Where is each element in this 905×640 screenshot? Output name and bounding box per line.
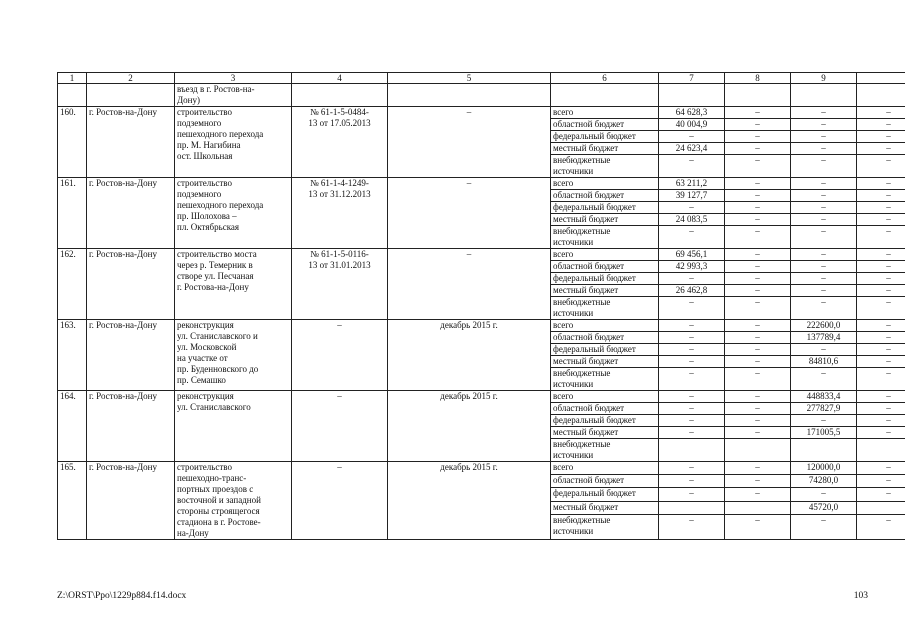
amount-cell: – <box>857 119 905 131</box>
document-line: – <box>337 320 342 330</box>
funding-source: внебюджетные источники <box>551 226 659 249</box>
column-number: 6 <box>551 73 659 84</box>
amount-cell: – <box>857 403 905 415</box>
amount-cell: – <box>725 462 791 475</box>
amount-cell: – <box>725 285 791 297</box>
funding-source: областной бюджет <box>551 261 659 273</box>
object-line: пр. М. Нагибина <box>177 140 241 150</box>
amount-cell <box>725 439 791 462</box>
object-line: реконструкция <box>177 320 234 330</box>
amount-cell: – <box>791 202 857 214</box>
column-number-row <box>58 73 905 84</box>
amount-cell: – <box>725 261 791 273</box>
amount-cell: 24 083,5 <box>659 214 725 226</box>
amount-cell: – <box>725 427 791 439</box>
amount-cell: – <box>857 249 905 261</box>
amount-cell: – <box>725 190 791 202</box>
funding-source: областной бюджет <box>551 190 659 202</box>
amount-cell: – <box>791 261 857 273</box>
funding-source: внебюджетные источники <box>551 439 659 462</box>
amount-cell: 277827,9 <box>791 403 857 415</box>
funding-source: внебюджетные источники <box>551 368 659 391</box>
city-cell: г. Ростов-на-Дону <box>87 107 175 178</box>
column-number: 1 <box>58 73 87 84</box>
funding-source: местный бюджет <box>551 427 659 439</box>
funding-source: местный бюджет <box>551 285 659 297</box>
object-cell <box>175 84 292 107</box>
object-line: пр. Семашко <box>177 375 226 385</box>
amount-cell: – <box>791 178 857 190</box>
column-number: 4 <box>292 73 388 84</box>
funding-source: местный бюджет <box>551 501 659 514</box>
document-line: 13 от 17.05.2013 <box>308 118 371 128</box>
amount-cell: – <box>791 107 857 119</box>
amount-cell: – <box>857 107 905 119</box>
amount-cell: – <box>857 475 905 488</box>
funding-source: всего <box>551 391 659 403</box>
object-line: восточной и западной <box>177 495 261 505</box>
object-line: ул. Станиславского и <box>177 331 258 341</box>
amount-cell: 24 623,4 <box>659 143 725 155</box>
funding-source: областной бюджет <box>551 475 659 488</box>
object-line: на-Дону <box>177 528 209 538</box>
amount-cell: – <box>857 155 905 178</box>
object-line: въезд в г. Ростов-на- <box>177 84 255 94</box>
amount-cell: 84810,6 <box>791 356 857 368</box>
amount-cell: – <box>725 344 791 356</box>
page-number: 103 <box>853 591 868 601</box>
file-path: Z:\ORST\Ppo\1229p884.f14.docx <box>57 591 187 601</box>
funding-source: всего <box>551 320 659 332</box>
object-cell <box>175 462 292 540</box>
amount-cell: – <box>659 415 725 427</box>
amount-cell: – <box>725 202 791 214</box>
document-cell <box>292 178 388 249</box>
funding-source: федеральный бюджет <box>551 415 659 427</box>
funding-source: федеральный бюджет <box>551 488 659 501</box>
amount-cell: – <box>725 214 791 226</box>
amount-cell: – <box>725 119 791 131</box>
object-cell <box>175 320 292 391</box>
amount-cell: 40 004,9 <box>659 119 725 131</box>
amount-cell: – <box>725 391 791 403</box>
amount-cell: – <box>659 320 725 332</box>
table-row <box>58 178 905 190</box>
document-line: – <box>337 462 342 472</box>
amount-cell: – <box>725 475 791 488</box>
amount-cell: – <box>659 427 725 439</box>
document-line: – <box>337 391 342 401</box>
object-line: через р. Темерник в <box>177 260 253 270</box>
amount-cell: 45720,0 <box>791 501 857 514</box>
object-cell <box>175 249 292 320</box>
amount-cell: – <box>791 131 857 143</box>
entry-number: 160. <box>58 107 87 178</box>
funding-source: внебюджетные источники <box>551 297 659 320</box>
funding-source: местный бюджет <box>551 143 659 155</box>
city-cell: г. Ростов-на-Дону <box>87 462 175 540</box>
amount-cell: – <box>791 514 857 539</box>
amount-cell: – <box>857 226 905 249</box>
amount-cell: – <box>791 226 857 249</box>
amount-cell: – <box>857 462 905 475</box>
amount-cell: – <box>857 202 905 214</box>
funding-source: областной бюджет <box>551 332 659 344</box>
amount-cell: 448833,4 <box>791 391 857 403</box>
entry-number: 161. <box>58 178 87 249</box>
funding-source: внебюджетные источники <box>551 155 659 178</box>
object-line: реконструкция <box>177 391 234 401</box>
object-line: Дону) <box>177 95 200 105</box>
amount-cell: – <box>659 332 725 344</box>
amount-cell: – <box>725 356 791 368</box>
amount-cell: – <box>659 202 725 214</box>
amount-cell <box>791 439 857 462</box>
funding-source: всего <box>551 249 659 261</box>
document-line: № 61-1-4-1249- <box>310 178 369 188</box>
amount-cell: – <box>659 155 725 178</box>
table-row <box>58 249 905 261</box>
object-line: пр. Буденновского до <box>177 364 259 374</box>
amount-cell: – <box>725 368 791 391</box>
amount-cell: – <box>659 226 725 249</box>
amount-cell: – <box>791 488 857 501</box>
amount-cell: 74280,0 <box>791 475 857 488</box>
amount-cell: – <box>659 368 725 391</box>
amount-cell: – <box>659 297 725 320</box>
object-line: портных проездов с <box>177 484 254 494</box>
amount-cell: – <box>857 273 905 285</box>
amount-cell: – <box>857 415 905 427</box>
amount-cell: – <box>659 391 725 403</box>
date-cell: декабрь 2015 г. <box>388 462 551 540</box>
object-line: пл. Октябрьская <box>177 222 240 232</box>
amount-cell: – <box>857 514 905 539</box>
document-cell <box>292 320 388 391</box>
object-line: ост. Школьная <box>177 151 233 161</box>
column-number: 2 <box>87 73 175 84</box>
amount-cell: – <box>725 178 791 190</box>
column-number: 5 <box>388 73 551 84</box>
date-cell: – <box>388 107 551 178</box>
funding-source: всего <box>551 462 659 475</box>
amount-cell: 69 456,1 <box>659 249 725 261</box>
amount-cell: – <box>857 131 905 143</box>
amount-cell: – <box>791 119 857 131</box>
amount-cell: – <box>725 249 791 261</box>
amount-cell: – <box>857 297 905 320</box>
amount-cell <box>857 439 905 462</box>
object-line: ул. Московской <box>177 342 237 352</box>
amount-cell: 222600,0 <box>791 320 857 332</box>
funding-source: местный бюджет <box>551 356 659 368</box>
amount-cell: – <box>725 403 791 415</box>
funding-source: местный бюджет <box>551 214 659 226</box>
entry-number: 162. <box>58 249 87 320</box>
amount-cell: – <box>659 344 725 356</box>
amount-cell: – <box>725 143 791 155</box>
amount-cell: 63 211,2 <box>659 178 725 190</box>
amount-cell: – <box>857 391 905 403</box>
object-line: подземного <box>177 189 222 199</box>
funding-source: внебюджетные источники <box>551 514 659 539</box>
funding-source: федеральный бюджет <box>551 202 659 214</box>
funding-source: федеральный бюджет <box>551 131 659 143</box>
amount-cell: – <box>857 320 905 332</box>
object-line: ул. Станиславского <box>177 402 251 412</box>
document-line: 13 от 31.12.2013 <box>308 189 371 199</box>
document-cell <box>292 107 388 178</box>
amount-cell: – <box>791 285 857 297</box>
table-row <box>58 320 905 332</box>
amount-cell: – <box>659 356 725 368</box>
amount-cell: – <box>725 273 791 285</box>
amount-cell: – <box>725 297 791 320</box>
amount-cell: – <box>857 427 905 439</box>
table-row <box>58 462 905 475</box>
entry-number: 165. <box>58 462 87 540</box>
amount-cell: – <box>791 214 857 226</box>
amount-cell: – <box>857 214 905 226</box>
funding-source: федеральный бюджет <box>551 273 659 285</box>
amount-cell: – <box>725 226 791 249</box>
table-row <box>58 107 905 119</box>
funding-source: областной бюджет <box>551 403 659 415</box>
amount-cell: – <box>791 344 857 356</box>
amount-cell: – <box>857 488 905 501</box>
object-line: стороны строящегося <box>177 506 260 516</box>
amount-cell: – <box>725 107 791 119</box>
amount-cell: – <box>725 514 791 539</box>
budget-table <box>57 72 905 540</box>
object-line: створе ул. Песчаная <box>177 271 254 281</box>
date-cell: – <box>388 249 551 320</box>
continuation-row <box>58 84 905 107</box>
object-cell <box>175 178 292 249</box>
amount-cell: – <box>659 131 725 143</box>
amount-cell: – <box>659 403 725 415</box>
object-cell <box>175 107 292 178</box>
amount-cell: – <box>725 332 791 344</box>
amount-cell: – <box>791 190 857 202</box>
city-cell: г. Ростов-на-Дону <box>87 391 175 462</box>
city-cell: г. Ростов-на-Дону <box>87 320 175 391</box>
amount-cell: – <box>659 514 725 539</box>
funding-source: федеральный бюджет <box>551 344 659 356</box>
entry-number: 163. <box>58 320 87 391</box>
amount-cell: 171005,5 <box>791 427 857 439</box>
document-line: № 61-1-5-0484- <box>310 107 369 117</box>
amount-cell: – <box>659 273 725 285</box>
object-line: пр. Шолохова – <box>177 211 237 221</box>
amount-cell: – <box>725 415 791 427</box>
amount-cell: – <box>857 261 905 273</box>
document-line: 13 от 31.01.2013 <box>308 260 371 270</box>
object-line: подземного <box>177 118 222 128</box>
amount-cell: – <box>659 488 725 501</box>
amount-cell: – <box>857 190 905 202</box>
object-line: строительство <box>177 107 232 117</box>
amount-cell: 120000,0 <box>791 462 857 475</box>
amount-cell: – <box>659 475 725 488</box>
funding-source: всего <box>551 107 659 119</box>
amount-cell: – <box>857 178 905 190</box>
amount-cell: – <box>725 488 791 501</box>
amount-cell: – <box>791 415 857 427</box>
amount-cell: 64 628,3 <box>659 107 725 119</box>
date-cell: декабрь 2015 г. <box>388 320 551 391</box>
document-cell <box>292 391 388 462</box>
amount-cell: – <box>791 273 857 285</box>
amount-cell <box>659 501 725 514</box>
column-number <box>857 73 905 84</box>
amount-cell: – <box>791 249 857 261</box>
object-line: строительство моста <box>177 249 257 259</box>
amount-cell: – <box>857 344 905 356</box>
amount-cell: 39 127,7 <box>659 190 725 202</box>
object-line: пешеходного перехода <box>177 129 264 139</box>
table-row <box>58 391 905 403</box>
date-cell: – <box>388 178 551 249</box>
document-cell <box>292 249 388 320</box>
amount-cell: – <box>725 320 791 332</box>
column-number: 3 <box>175 73 292 84</box>
amount-cell: – <box>659 462 725 475</box>
column-number: 8 <box>725 73 791 84</box>
object-line: строительство <box>177 462 232 472</box>
entry-number: 164. <box>58 391 87 462</box>
object-line: строительство <box>177 178 232 188</box>
city-cell: г. Ростов-на-Дону <box>87 249 175 320</box>
amount-cell: 26 462,8 <box>659 285 725 297</box>
funding-source: всего <box>551 178 659 190</box>
amount-cell: – <box>725 155 791 178</box>
column-number: 7 <box>659 73 725 84</box>
document-line: № 61-1-5-0116- <box>310 249 369 259</box>
object-cell <box>175 391 292 462</box>
amount-cell <box>725 501 791 514</box>
document-cell <box>292 462 388 540</box>
object-line: стадиона в г. Ростове- <box>177 517 261 527</box>
object-line: пешеходно-транс- <box>177 473 247 483</box>
funding-source: областной бюджет <box>551 119 659 131</box>
object-line: г. Ростова-на-Дону <box>177 282 249 292</box>
object-line: пешеходного перехода <box>177 200 264 210</box>
column-number: 9 <box>791 73 857 84</box>
amount-cell: – <box>857 368 905 391</box>
amount-cell: – <box>725 131 791 143</box>
amount-cell: – <box>791 143 857 155</box>
amount-cell: 42 993,3 <box>659 261 725 273</box>
amount-cell: – <box>791 155 857 178</box>
amount-cell: – <box>857 356 905 368</box>
date-cell: декабрь 2015 г. <box>388 391 551 462</box>
amount-cell: – <box>857 332 905 344</box>
amount-cell: 137789,4 <box>791 332 857 344</box>
amount-cell: – <box>791 297 857 320</box>
amount-cell: – <box>791 368 857 391</box>
object-line: на участке от <box>177 353 228 363</box>
amount-cell <box>659 439 725 462</box>
amount-cell <box>857 501 905 514</box>
amount-cell: – <box>857 285 905 297</box>
city-cell: г. Ростов-на-Дону <box>87 178 175 249</box>
amount-cell: – <box>857 143 905 155</box>
